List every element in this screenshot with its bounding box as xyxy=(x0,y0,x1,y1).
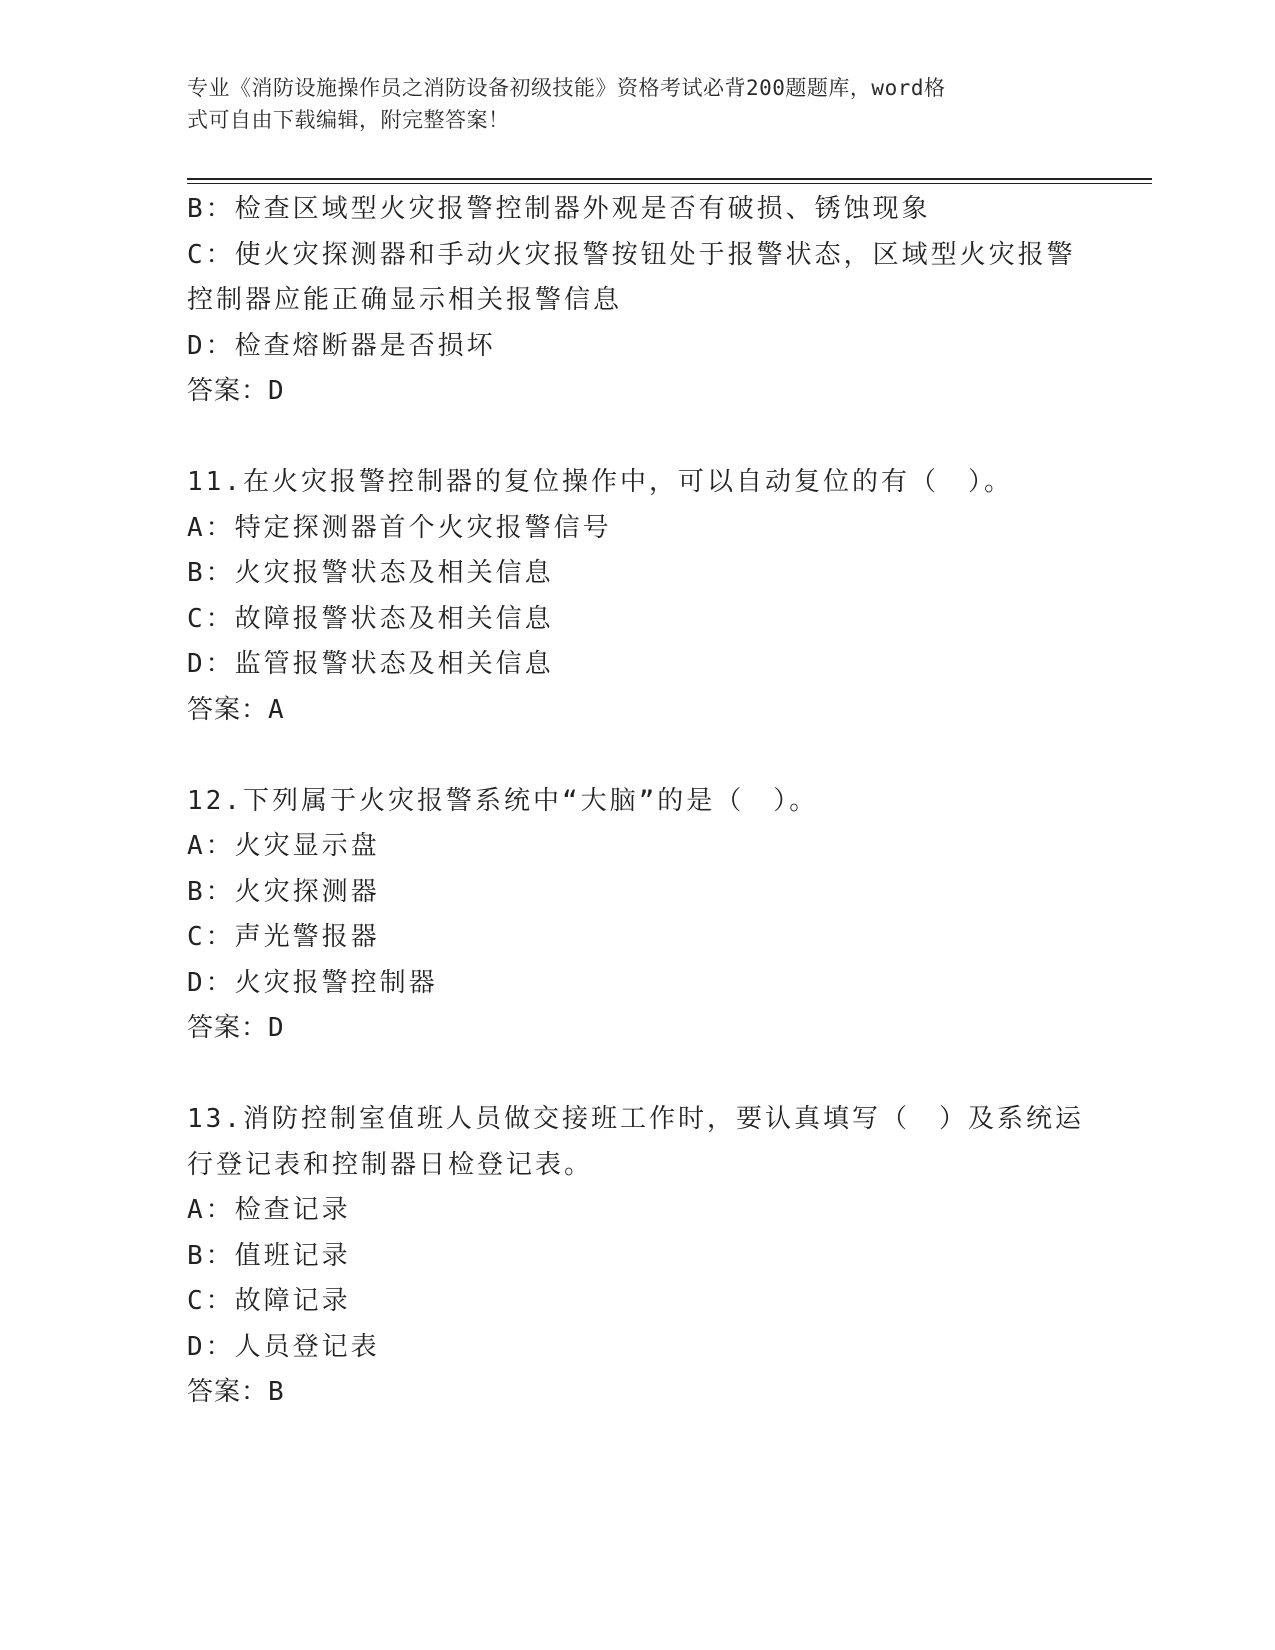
option-c-line-2: 控制器应能正确显示相关报警信息 xyxy=(187,285,623,315)
option-b: B：值班记录 xyxy=(187,1240,351,1271)
question-content xyxy=(187,187,1087,1416)
spacer xyxy=(187,1052,1087,1098)
option-c-line-1: C：使火灾探测器和手动火灾报警按钮处于报警状态，区域型火灾报警 xyxy=(187,239,1076,270)
answer: 答案：D xyxy=(187,1013,285,1043)
header-rule-thin xyxy=(187,183,1152,184)
option-b: B：火灾探测器 xyxy=(187,876,380,907)
option-d: D：火灾报警控制器 xyxy=(187,967,438,998)
option-d: D：检查熔断器是否损坏 xyxy=(187,330,496,361)
option-c: C：声光警报器 xyxy=(187,922,380,952)
answer: 答案：A xyxy=(187,694,285,725)
option-b: B：火灾报警状态及相关信息 xyxy=(187,558,554,588)
option-d: D：监管报警状态及相关信息 xyxy=(187,649,554,679)
header-rule-thick xyxy=(187,178,1152,180)
question-13 xyxy=(187,1097,1087,1416)
option-a: A：特定探测器首个火灾报警信号 xyxy=(187,512,612,543)
spacer xyxy=(187,415,1087,461)
question-stem-line-1: 13.消防控制室值班人员做交接班工作时，要认真填写（ ）及系统运 xyxy=(187,1104,1084,1134)
option-c: C：故障记录 xyxy=(187,1286,351,1316)
question-stem: 11.在火灾报警控制器的复位操作中，可以自动复位的有（ ）。 xyxy=(187,467,1013,497)
answer: 答案：B xyxy=(187,1377,285,1407)
option-a: A：火灾显示盘 xyxy=(187,831,380,861)
document-header xyxy=(187,72,1067,136)
spacer xyxy=(187,733,1087,779)
question-10-tail xyxy=(187,187,1087,415)
option-b: B：检查区域型火灾报警控制器外观是否有破损、锈蚀现象 xyxy=(187,194,931,224)
question-stem: 12.下列属于火灾报警系统中“大脑”的是（ ）。 xyxy=(187,785,819,816)
header-title-line-2: 式可自由下载编辑，附完整答案！ xyxy=(187,108,510,132)
header-title-line-1: 专业《消防设施操作员之消防设备初级技能》资格考试必背200题题库，word格 xyxy=(187,76,946,100)
question-stem-line-2: 行登记表和控制器日检登记表。 xyxy=(187,1149,594,1180)
question-11 xyxy=(187,460,1087,733)
answer: 答案：D xyxy=(187,376,285,406)
option-a: A：检查记录 xyxy=(187,1195,351,1225)
option-d: D：人员登记表 xyxy=(187,1331,380,1362)
option-c: C：故障报警状态及相关信息 xyxy=(187,603,554,634)
question-12 xyxy=(187,779,1087,1052)
